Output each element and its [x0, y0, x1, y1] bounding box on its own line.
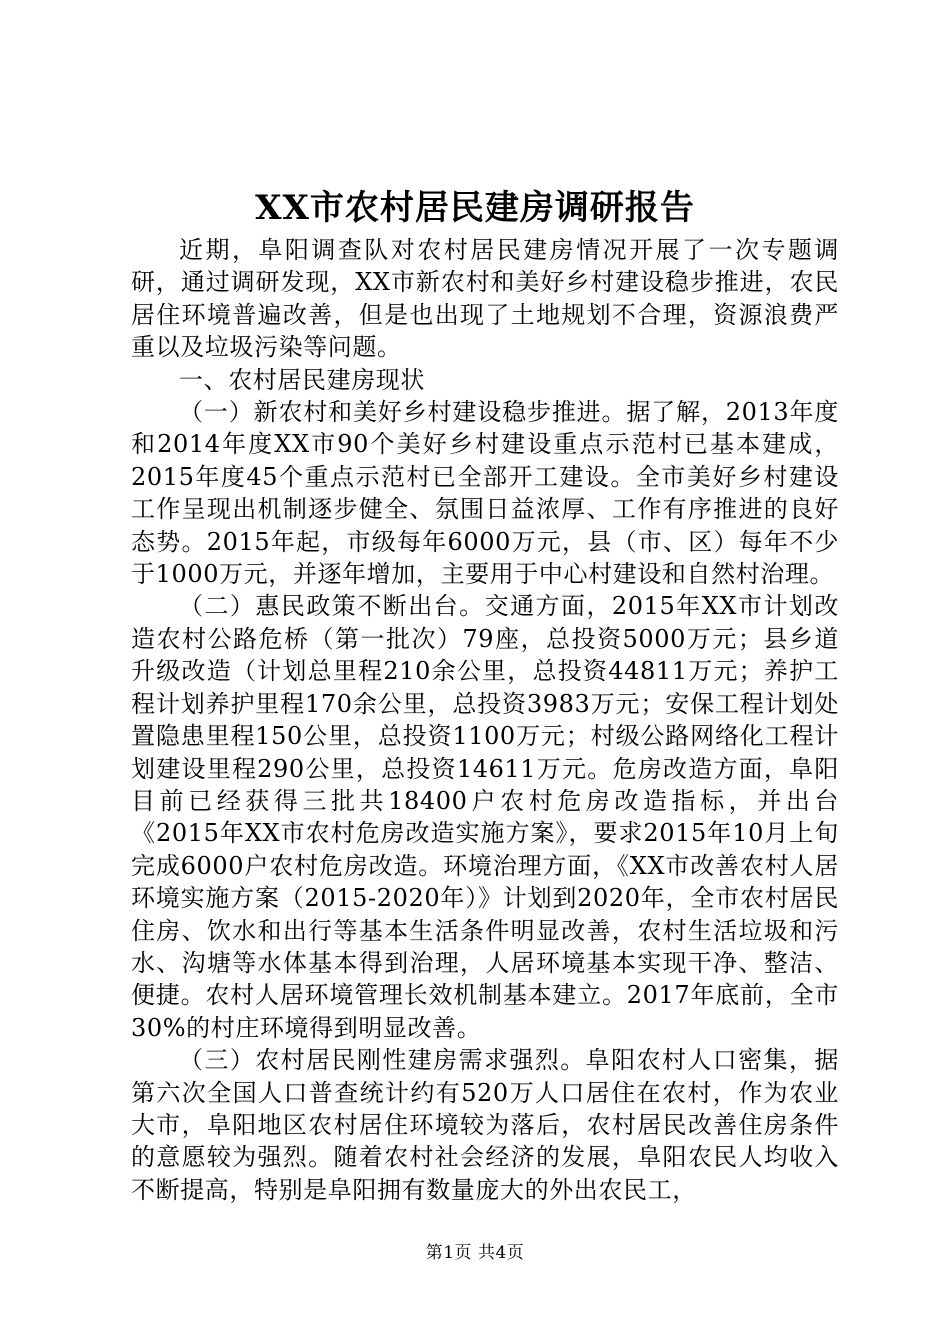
- intro-paragraph: 近期，阜阳调查队对农村居民建房情况开展了一次专题调研，通过调研发现，XX市新农村和美好乡村建设稳步推进，农民居住环境普遍改善，但是也出现了土地规划不合理，资源浪费严重以及垃圾污染等问题。: [131, 236, 839, 362]
- paragraph-2: （二）惠民政策不断出台。交通方面，2015年XX市计划改造农村公路危桥（第一批次）79座，总投资5000万元；县乡道升级改造（计划总里程210余公里，总投资44811万元；养护工程计划养护里程170余公里，总投资3983万元；安保工程计划处置隐患里程150公里，总投资1100万元；村级公路网络化工程计划建设里程290公里，总投资14611万元。危房改造方面，阜阳目前已经获得三批共18400户农村危房改造指标，并出台《2015年XX市农村危房改造实施方案》，要求2015年10月上旬完成6000户农村危房改造。环境治理方面，《XX市改善农村人居环境实施方案（2015-2020年）》计划到2020年，全市农村居民住房、饮水和出行等基本生活条件明显改善，农村生活垃圾和污水、沟塘等水体基本得到治理，人居环境基本实现干净、整洁、便捷。农村人居环境管理长效机制基本建立。2017年底前，全市30%的村庄环境得到明显改善。: [131, 592, 839, 1042]
- paragraph-3: （三）农村居民刚性建房需求强烈。阜阳农村人口密集，据第六次全国人口普查统计约有520万人口居住在农村，作为农业大市，阜阳地区农村居住环境较为落后，农村居民改善住房条件的意愿较为强烈。随着农村社会经济的发展，阜阳农民人均收入不断提高，特别是阜阳拥有数量庞大的外出农民工，: [131, 1046, 839, 1204]
- document-body: [131, 234, 839, 1206]
- section-heading: 一、农村居民建房现状: [179, 365, 425, 394]
- page-number-footer: 第1页 共4页: [425, 1243, 525, 1263]
- document-title: XX市农村居民建房调研报告: [255, 188, 695, 228]
- paragraph-1: （一）新农村和美好乡村建设稳步推进。据了解，2013年度和2014年度XX市90个美好乡村建设重点示范村已基本建成，2015年度45个重点示范村已全部开工建设。全市美好乡村建设工作呈现出机制逐步健全、氛围日益浓厚、工作有序推进的良好态势。2015年起，市级每年6000万元，县（市、区）每年不少于1000万元，并逐年增加，主要用于中心村建设和自然村治理。: [131, 398, 839, 589]
